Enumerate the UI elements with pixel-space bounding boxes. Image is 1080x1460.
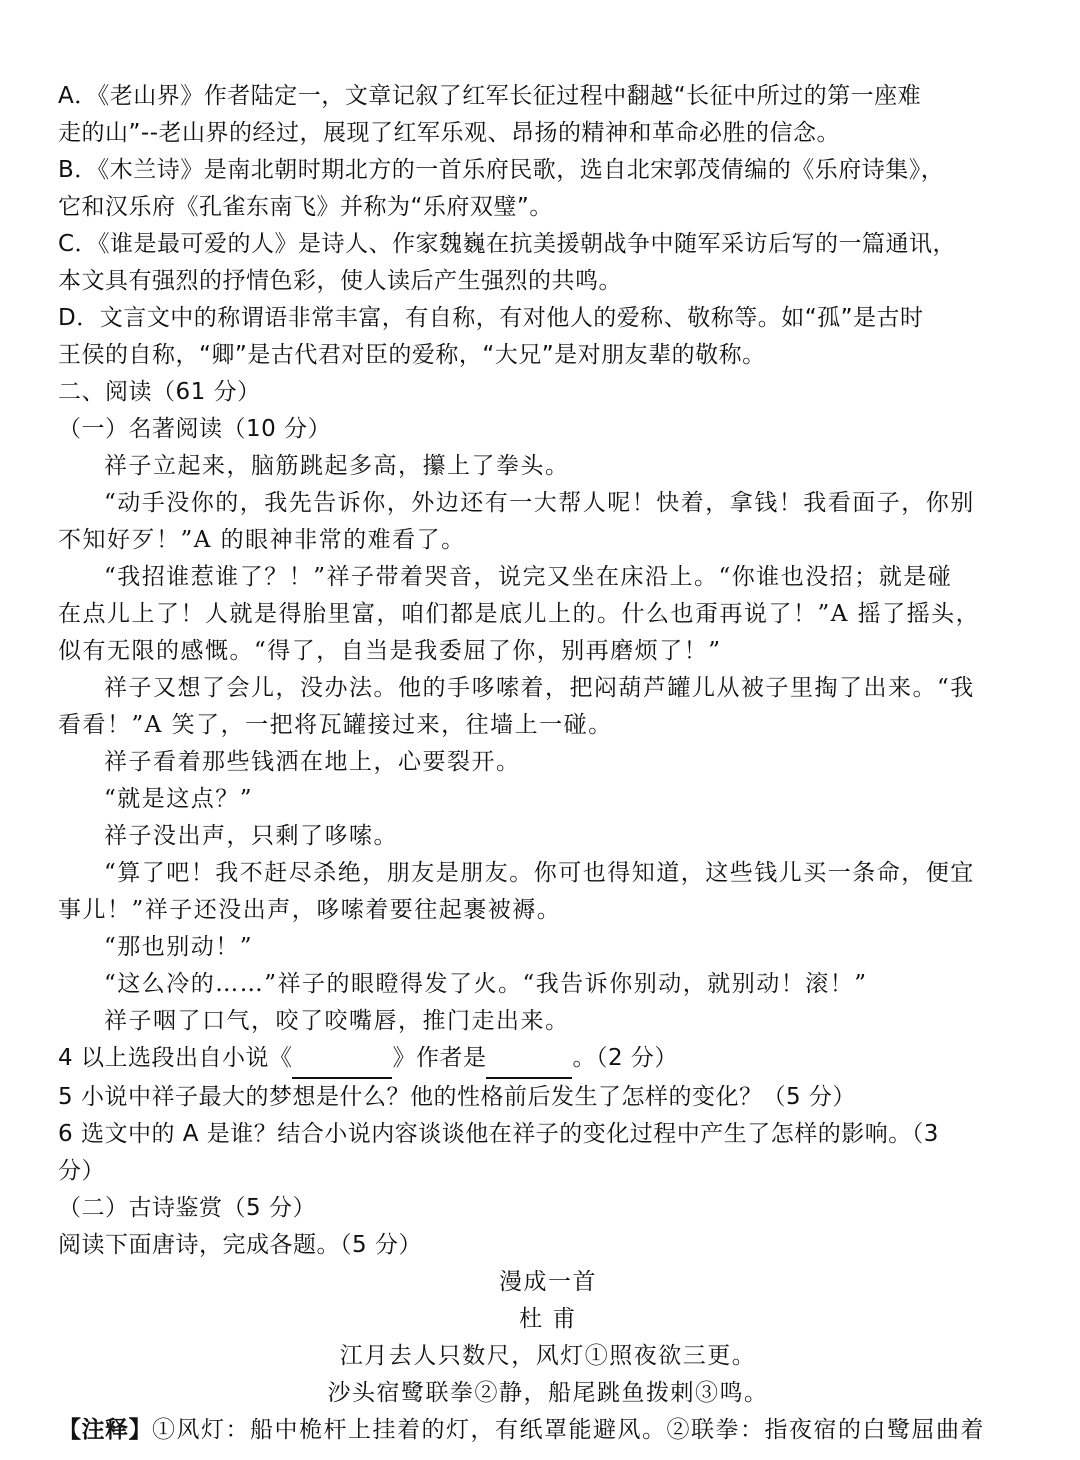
passage-line: “我招谁惹谁了？！”祥子带着哭音，说完又坐在床沿上。“你谁也没招；就是碰 xyxy=(104,564,953,590)
passage-line: “动手没你的，我先告诉你，外边还有一大帮人呢！快着，拿钱！我看面子，你别 xyxy=(104,490,975,516)
answer-blank-author[interactable] xyxy=(486,1040,572,1079)
poem-instruction: 阅读下面唐诗，完成各题。（5 分） xyxy=(58,1232,422,1258)
passage-line: 事儿！”祥子还没出声，哆嗦着要往起裹被褥。 xyxy=(58,897,562,923)
passage-line: 在点儿上了！人就是得胎里富，咱们都是底儿上的。什么也甭再说了！”A 摇了摇头， xyxy=(58,601,981,627)
passage-line: 看看！”A 笑了，一把将瓦罐接过来，往墙上一碰。 xyxy=(58,712,613,738)
subsection-title: （二）古诗鉴赏（5 分） xyxy=(58,1195,316,1221)
annotation xyxy=(58,1412,1040,1449)
annotation-text: ①风灯：船中桅杆上挂着的灯，有纸罩能避风。②联拳：指夜宿的白鹭屈曲着 xyxy=(152,1417,985,1443)
passage-line: 祥子咽了口气，咬了咬嘴唇，推门走出来。 xyxy=(104,1008,570,1034)
options-block xyxy=(58,78,1040,374)
passage-line: “这么冷的……”祥子的眼瞪得发了火。“我告诉你别动，就别动！滚！” xyxy=(104,971,868,997)
poem-title: 漫成一首 xyxy=(499,1269,597,1295)
passage-line: “那也别动！” xyxy=(104,934,254,960)
passage-line: 不知好歹！”A 的眼神非常的难看了。 xyxy=(58,527,466,553)
passage-line: “就是这点？” xyxy=(104,786,254,812)
option-line: C．《谁是最可爱的人》是诗人、作家魏巍在抗美援朝战争中随军采访后写的一篇通讯， xyxy=(58,231,957,257)
option-line: D．文言文中的称谓语非常丰富，有自称，有对他人的爱称、敬称等。如“孤”是古时 xyxy=(58,305,924,331)
annotation-label: 【注释】 xyxy=(58,1417,152,1443)
option-line: 走的山”--老山界的经过，展现了红军乐观、昂扬的精神和革命必胜的信念。 xyxy=(58,120,841,146)
passage-line: 祥子又想了会儿，没办法。他的手哆嗦着，把闷葫芦罐儿从被子里掏了出来。“我 xyxy=(104,675,975,701)
option-line: A．《老山界》作者陆定一，文章记叙了红军长征过程中翻越“长征中所过的第一座难 xyxy=(58,83,922,109)
option-line: 王侯的自称，“卿”是古代君对臣的爱称，“大兄”是对朋友辈的敬称。 xyxy=(58,342,766,368)
question-6: 6 选文中的 A 是谁？结合小说内容谈谈他在祥子的变化过程中产生了怎样的影响。（3 xyxy=(58,1121,939,1147)
answer-blank-title[interactable] xyxy=(292,1040,392,1079)
option-line: 本文具有强烈的抒情色彩，使人读后产生强烈的共鸣。 xyxy=(58,268,622,294)
option-line: 它和汉乐府《孔雀东南飞》并称为“乐府双璧”。 xyxy=(58,194,553,220)
poem-line: 沙头宿鹭联拳②静，船尾跳鱼拨剌③鸣。 xyxy=(327,1380,769,1406)
poem-line: 江月去人只数尺，风灯①照夜欲三更。 xyxy=(339,1343,757,1369)
passage-line: 祥子看着那些钱洒在地上，心要裂开。 xyxy=(104,749,521,775)
option-line: B．《木兰诗》是南北朝时期北方的一首乐府民歌，选自北宋郭茂倩编的《乐府诗集》， xyxy=(58,157,945,183)
question-4 xyxy=(58,1040,1040,1079)
subsection-title: （一）名著阅读（10 分） xyxy=(58,416,332,442)
section-title: 二、阅读（61 分） xyxy=(58,379,261,405)
passage-line: 似有无限的感慨。“得了，自当是我委屈了你，别再磨烦了！” xyxy=(58,638,722,664)
novel-excerpt xyxy=(58,448,1040,1040)
question-4-suffix: 。（2 分） xyxy=(572,1045,678,1071)
passage-line: 祥子立起来，脑筋跳起多高，攥上了拳头。 xyxy=(104,453,570,479)
passage-line: 祥子没出声，只剩了哆嗦。 xyxy=(104,823,398,849)
poem-author: 杜 甫 xyxy=(519,1306,577,1332)
question-6-continued: 分） xyxy=(58,1158,105,1184)
question-4-prefix: 4 以上选段出自小说《 xyxy=(58,1045,293,1071)
poem xyxy=(58,1264,1040,1412)
passage-line: “算了吧！我不赶尽杀绝，朋友是朋友。你可也得知道，这些钱儿买一条命，便宜 xyxy=(104,860,975,886)
question-4-middle: 》作者是 xyxy=(392,1045,487,1071)
question-5: 5 小说中祥子最大的梦想是什么？他的性格前后发生了怎样的变化？（5 分） xyxy=(58,1084,856,1110)
